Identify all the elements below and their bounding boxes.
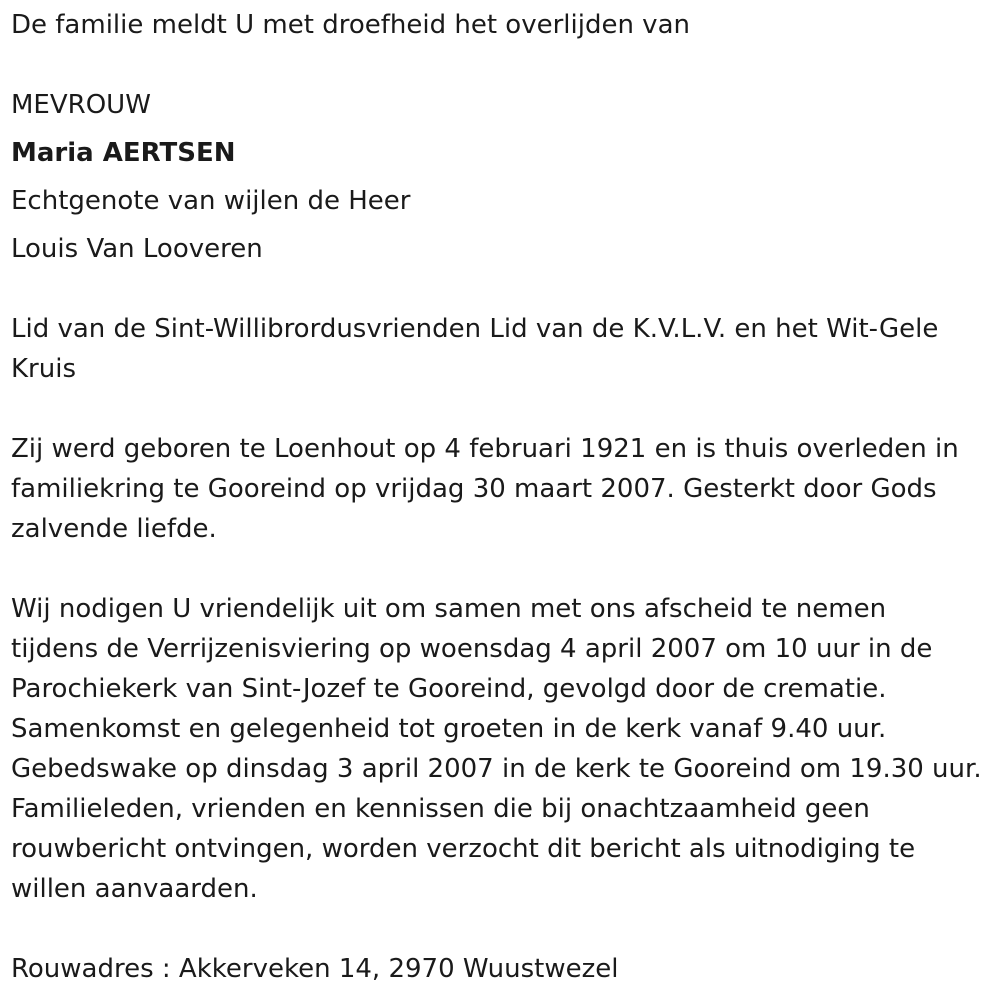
- invitation-line: Familieleden, vrienden en kennissen die bij onachtzaamheid geen: [11, 794, 870, 824]
- invitation-line: Samenkomst en gelegenheid tot groeten in de kerk vanaf 9.40 uur.: [11, 714, 887, 744]
- membership-line: Kruis: [11, 354, 76, 384]
- birth-death-line: Zij werd geboren te Loenhout op 4 februari 1921 en is thuis overleden in: [11, 434, 959, 464]
- invitation-paragraph: [11, 589, 996, 909]
- invitation-line: Gebedswake op dinsdag 3 april 2007 in de kerk te Gooreind om 19.30 uur.: [11, 754, 982, 784]
- birth-death-paragraph: [11, 429, 996, 549]
- invitation-line: rouwbericht ontvingen, worden verzocht dit bericht als uitnodiging te: [11, 834, 916, 864]
- honorific-title: MEVROUW: [11, 90, 151, 120]
- birth-death-line: familiekring te Gooreind op vrijdag 30 maart 2007. Gesterkt door Gods: [11, 474, 937, 504]
- invitation-line: willen aanvaarden.: [11, 874, 258, 904]
- mourning-address: Rouwadres : Akkerveken 14, 2970 Wuustwezel: [11, 954, 619, 984]
- membership-line: Lid van de Sint-Willibrordusvrienden Lid van de K.V.L.V. en het Wit-Gele: [11, 314, 939, 344]
- birth-death-line: zalvende liefde.: [11, 514, 217, 544]
- invitation-line: Wij nodigen U vriendelijk uit om samen met ons afscheid te nemen: [11, 594, 887, 624]
- invitation-line: Parochiekerk van Sint-Jozef te Gooreind, gevolgd door de crematie.: [11, 674, 887, 704]
- spouse-line-2: Louis Van Looveren: [11, 234, 263, 264]
- intro-text: De familie meldt U met droefheid het overlijden van: [11, 10, 690, 40]
- spouse-line-1: Echtgenote van wijlen de Heer: [11, 186, 411, 216]
- membership-paragraph: [11, 309, 996, 389]
- invitation-line: tijdens de Verrijzenisviering op woensdag 4 april 2007 om 10 uur in de: [11, 634, 933, 664]
- deceased-name: Maria AERTSEN: [11, 138, 236, 168]
